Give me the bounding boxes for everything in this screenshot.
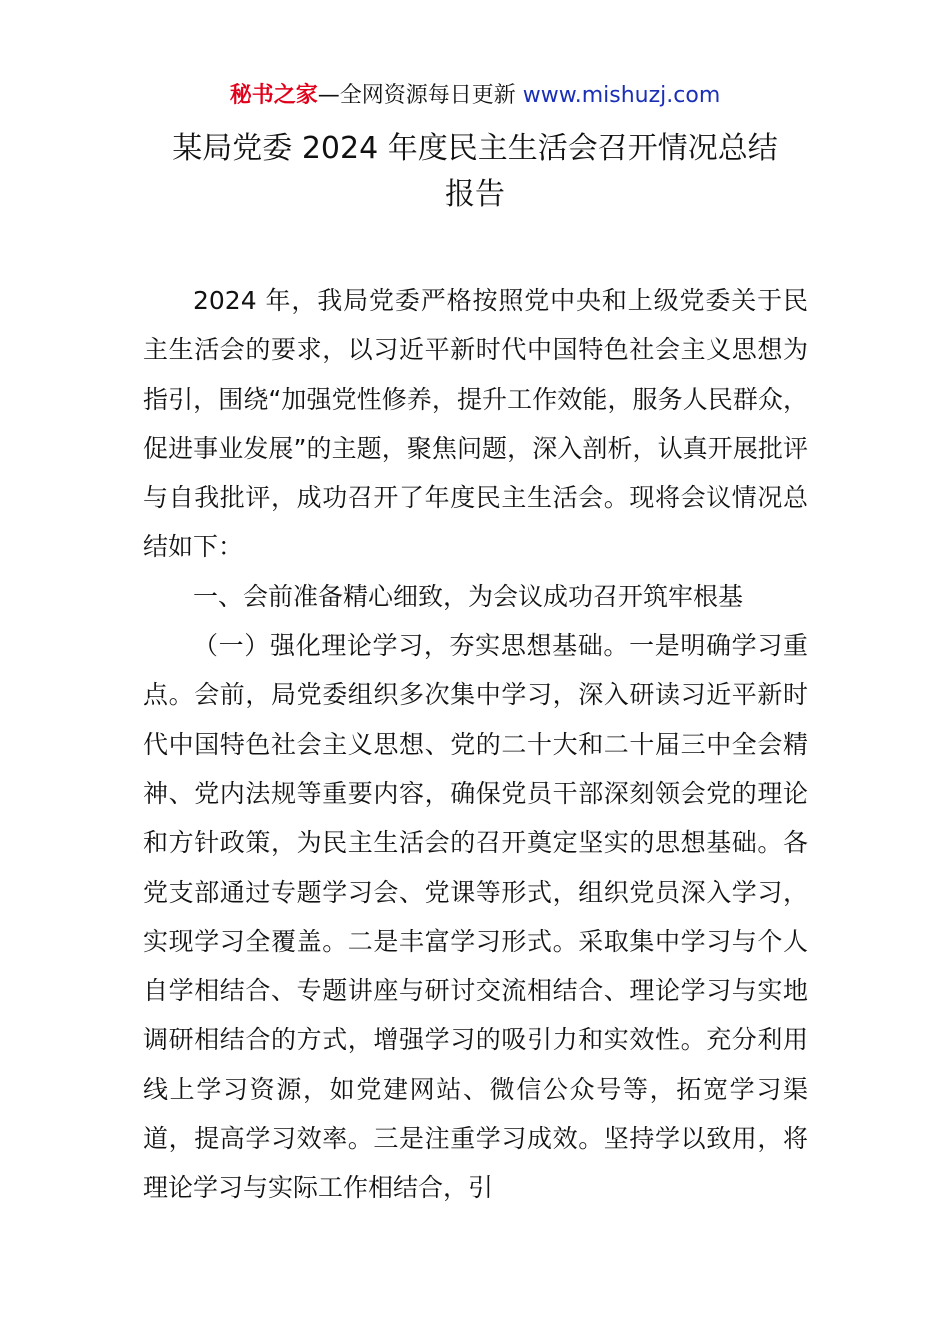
header-banner [0, 80, 950, 112]
intro-paragraph: 2024 年，我局党委严格按照党中央和上级党委关于民主生活会的要求，以习近平新时代中国特色社会主义思想为指引，围绕“加强党性修养，提升工作效能，服务人民群众，促进事业发展”的主题，聚焦问题，深入剖析，认真开展批评与自我批评，成功召开了年度民主生活会。现将会议情况总结如下： [143, 286, 808, 562]
section-heading: 一、会前准备精心细致，为会议成功召开筑牢根基 [193, 581, 744, 611]
brand-name: 秘书之家 [229, 83, 318, 108]
subsection-paragraph: （一）强化理论学习，夯实思想基础。一是明确学习重点。会前，局党委组织多次集中学习，深入研读习近平新时代中国特色社会主义思想、党的二十大和二十届三中全会精神、党内法规等重要内容，确保党员干部深刻领会党的理论和方针政策，为民主生活会的召开奠定坚实的思想基础。各党支部通过专题学习会、党课等形式，组织党员深入学习，实现学习全覆盖。二是丰富学习形式。采取集中学习与个人自学相结合、专题讲座与研讨交流相结合、理论学习与实地调研相结合的方式，增强学习的吸引力和实效性。充分利用线上学习资源，如党建网站、微信公众号等，拓宽学习渠道，提高学习效率。三是注重学习成效。坚持学以致用，将理论学习与实际工作相结合，引 [143, 631, 808, 1203]
website-url[interactable]: www.mishuzj.com [522, 83, 721, 108]
document-title [120, 126, 830, 218]
header-tagline: —全网资源每日更新 [317, 83, 523, 108]
title-line-1: 某局党委 2024 年度民主生活会召开情况总结 [172, 131, 778, 166]
title-line-2: 报告 [445, 177, 505, 212]
document-body [143, 276, 808, 1213]
